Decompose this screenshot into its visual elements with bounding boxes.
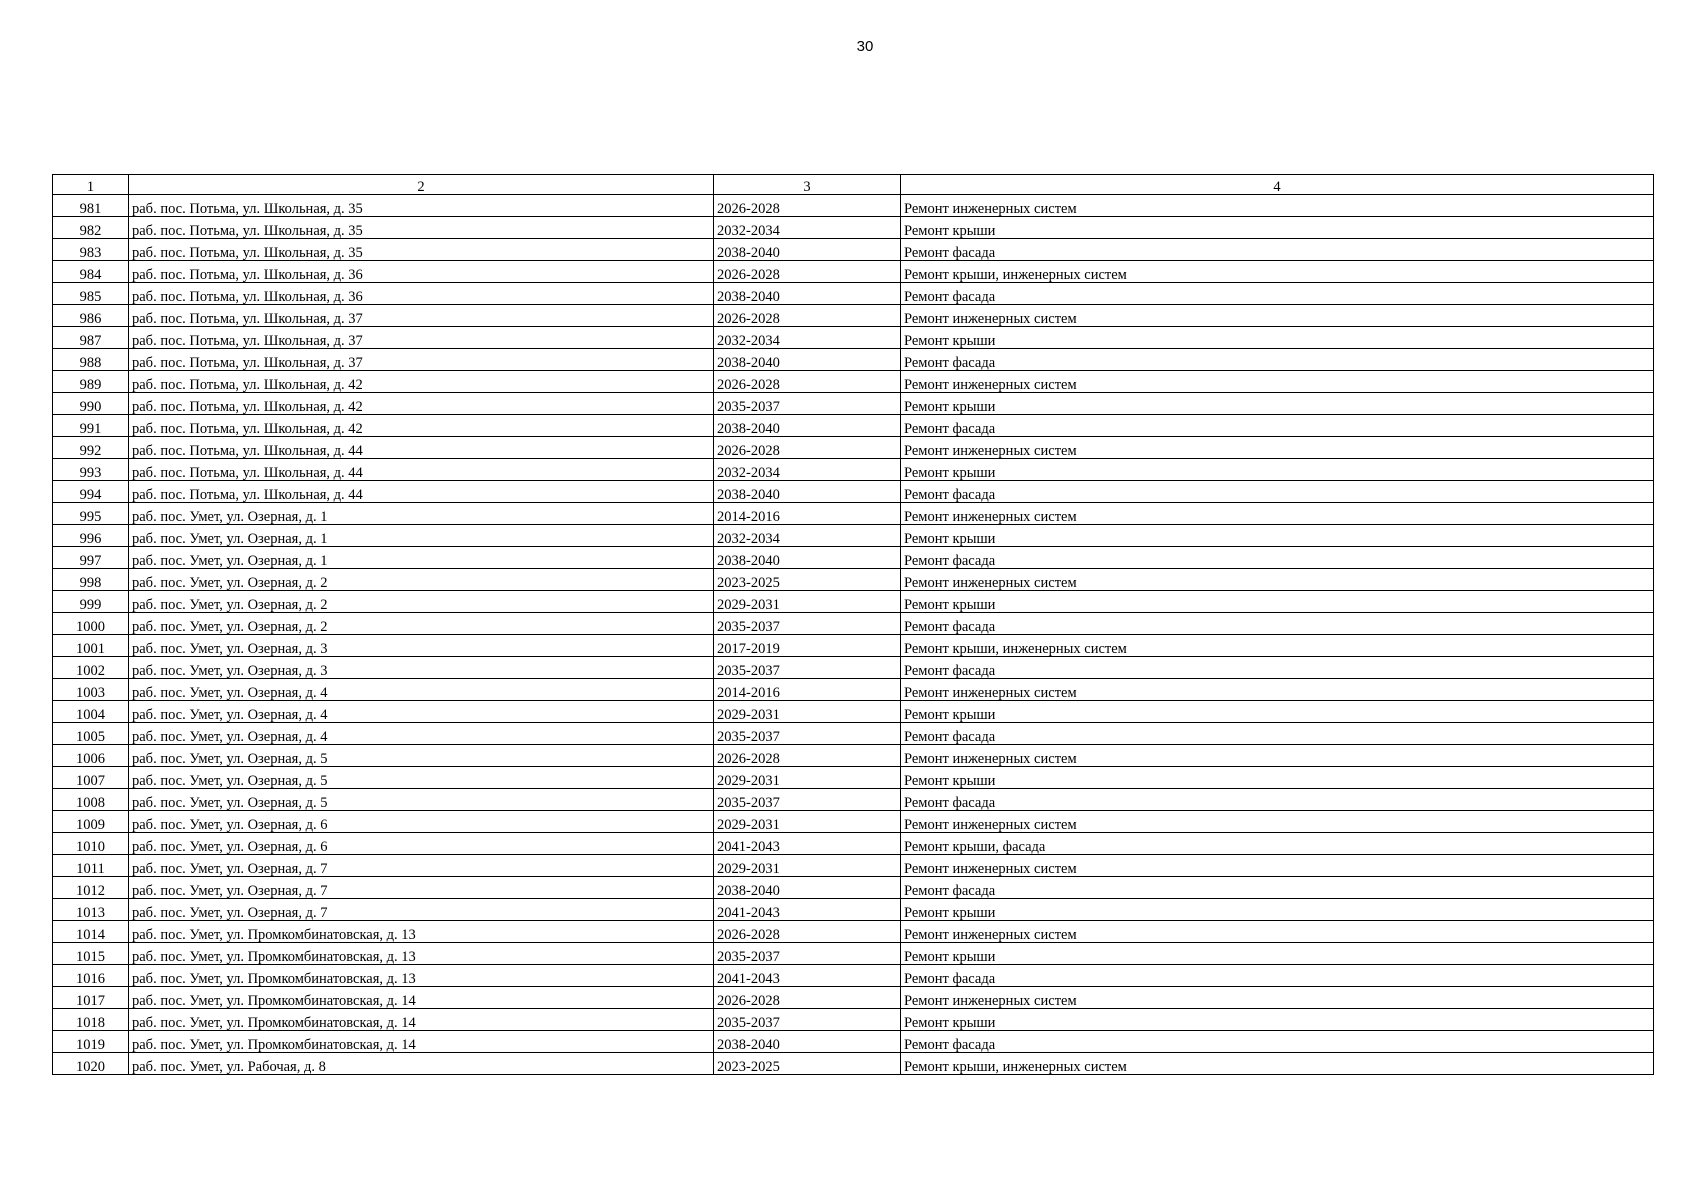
column-header-1: 1 bbox=[53, 175, 129, 195]
table-row bbox=[53, 195, 1654, 217]
period-cell: 2026-2028 bbox=[714, 437, 901, 459]
period-cell: 2038-2040 bbox=[714, 547, 901, 569]
address-cell: раб. пос. Умет, ул. Озерная, д. 5 bbox=[129, 745, 714, 767]
period-cell: 2041-2043 bbox=[714, 833, 901, 855]
period-cell: 2035-2037 bbox=[714, 613, 901, 635]
table-row bbox=[53, 987, 1654, 1009]
work-type-cell: Ремонт инженерных систем bbox=[901, 305, 1654, 327]
period-cell: 2035-2037 bbox=[714, 393, 901, 415]
row-number-cell: 1002 bbox=[53, 657, 129, 679]
period-cell: 2029-2031 bbox=[714, 701, 901, 723]
table-row bbox=[53, 283, 1654, 305]
row-number-cell: 983 bbox=[53, 239, 129, 261]
period-cell: 2032-2034 bbox=[714, 327, 901, 349]
work-type-cell: Ремонт инженерных систем bbox=[901, 921, 1654, 943]
work-type-cell: Ремонт крыши bbox=[901, 1009, 1654, 1031]
period-cell: 2041-2043 bbox=[714, 899, 901, 921]
period-cell: 2026-2028 bbox=[714, 195, 901, 217]
period-cell: 2032-2034 bbox=[714, 525, 901, 547]
row-number-cell: 1001 bbox=[53, 635, 129, 657]
row-number-cell: 1012 bbox=[53, 877, 129, 899]
table-row bbox=[53, 723, 1654, 745]
table-row bbox=[53, 437, 1654, 459]
row-number-cell: 982 bbox=[53, 217, 129, 239]
period-cell: 2035-2037 bbox=[714, 789, 901, 811]
row-number-cell: 1004 bbox=[53, 701, 129, 723]
row-number-cell: 1009 bbox=[53, 811, 129, 833]
row-number-cell: 1013 bbox=[53, 899, 129, 921]
row-number-cell: 1018 bbox=[53, 1009, 129, 1031]
row-number-cell: 994 bbox=[53, 481, 129, 503]
work-type-cell: Ремонт фасада bbox=[901, 481, 1654, 503]
period-cell: 2029-2031 bbox=[714, 767, 901, 789]
address-cell: раб. пос. Умет, ул. Промкомбинатовская, д. 13 bbox=[129, 943, 714, 965]
row-number-cell: 1016 bbox=[53, 965, 129, 987]
row-number-cell: 985 bbox=[53, 283, 129, 305]
work-type-cell: Ремонт фасада bbox=[901, 239, 1654, 261]
address-cell: раб. пос. Умет, ул. Озерная, д. 5 bbox=[129, 789, 714, 811]
row-number-cell: 990 bbox=[53, 393, 129, 415]
page-number: 30 bbox=[856, 38, 874, 55]
table-row bbox=[53, 371, 1654, 393]
work-type-cell: Ремонт фасада bbox=[901, 789, 1654, 811]
table-row bbox=[53, 855, 1654, 877]
work-type-cell: Ремонт фасада bbox=[901, 723, 1654, 745]
row-number-cell: 986 bbox=[53, 305, 129, 327]
address-cell: раб. пос. Умет, ул. Озерная, д. 5 bbox=[129, 767, 714, 789]
row-number-cell: 1003 bbox=[53, 679, 129, 701]
table-row bbox=[53, 525, 1654, 547]
address-cell: раб. пос. Умет, ул. Озерная, д. 2 bbox=[129, 569, 714, 591]
address-cell: раб. пос. Потьма, ул. Школьная, д. 37 bbox=[129, 349, 714, 371]
table-row bbox=[53, 1053, 1654, 1075]
table-row bbox=[53, 459, 1654, 481]
row-number-cell: 995 bbox=[53, 503, 129, 525]
work-type-cell: Ремонт инженерных систем bbox=[901, 745, 1654, 767]
work-type-cell: Ремонт крыши bbox=[901, 217, 1654, 239]
work-type-cell: Ремонт инженерных систем bbox=[901, 503, 1654, 525]
address-cell: раб. пос. Умет, ул. Озерная, д. 6 bbox=[129, 811, 714, 833]
work-type-cell: Ремонт крыши bbox=[901, 943, 1654, 965]
work-type-cell: Ремонт крыши bbox=[901, 327, 1654, 349]
work-type-cell: Ремонт инженерных систем bbox=[901, 371, 1654, 393]
work-type-cell: Ремонт фасада bbox=[901, 657, 1654, 679]
table-row bbox=[53, 811, 1654, 833]
repair-schedule-table bbox=[52, 174, 1654, 1075]
row-number-cell: 1019 bbox=[53, 1031, 129, 1053]
table-row bbox=[53, 591, 1654, 613]
address-cell: раб. пос. Умет, ул. Промкомбинатовская, д. 14 bbox=[129, 987, 714, 1009]
address-cell: раб. пос. Потьма, ул. Школьная, д. 42 bbox=[129, 415, 714, 437]
address-cell: раб. пос. Потьма, ул. Школьная, д. 44 bbox=[129, 459, 714, 481]
row-number-cell: 993 bbox=[53, 459, 129, 481]
work-type-cell: Ремонт фасада bbox=[901, 349, 1654, 371]
work-type-cell: Ремонт крыши bbox=[901, 459, 1654, 481]
table-row bbox=[53, 305, 1654, 327]
work-type-cell: Ремонт крыши, инженерных систем bbox=[901, 261, 1654, 283]
row-number-cell: 1014 bbox=[53, 921, 129, 943]
address-cell: раб. пос. Потьма, ул. Школьная, д. 36 bbox=[129, 283, 714, 305]
row-number-cell: 992 bbox=[53, 437, 129, 459]
period-cell: 2038-2040 bbox=[714, 415, 901, 437]
row-number-cell: 1015 bbox=[53, 943, 129, 965]
table-row bbox=[53, 569, 1654, 591]
table-row bbox=[53, 1009, 1654, 1031]
work-type-cell: Ремонт фасада bbox=[901, 613, 1654, 635]
address-cell: раб. пос. Потьма, ул. Школьная, д. 35 bbox=[129, 217, 714, 239]
period-cell: 2038-2040 bbox=[714, 283, 901, 305]
period-cell: 2026-2028 bbox=[714, 261, 901, 283]
table-row bbox=[53, 217, 1654, 239]
period-cell: 2026-2028 bbox=[714, 745, 901, 767]
row-number-cell: 1011 bbox=[53, 855, 129, 877]
address-cell: раб. пос. Умет, ул. Озерная, д. 1 bbox=[129, 525, 714, 547]
address-cell: раб. пос. Умет, ул. Рабочая, д. 8 bbox=[129, 1053, 714, 1075]
address-cell: раб. пос. Потьма, ул. Школьная, д. 37 bbox=[129, 305, 714, 327]
period-cell: 2017-2019 bbox=[714, 635, 901, 657]
period-cell: 2014-2016 bbox=[714, 503, 901, 525]
work-type-cell: Ремонт инженерных систем bbox=[901, 811, 1654, 833]
table-row bbox=[53, 547, 1654, 569]
row-number-cell: 1006 bbox=[53, 745, 129, 767]
work-type-cell: Ремонт инженерных систем bbox=[901, 569, 1654, 591]
row-number-cell: 998 bbox=[53, 569, 129, 591]
table-row bbox=[53, 965, 1654, 987]
work-type-cell: Ремонт крыши bbox=[901, 701, 1654, 723]
address-cell: раб. пос. Потьма, ул. Школьная, д. 37 bbox=[129, 327, 714, 349]
work-type-cell: Ремонт крыши, инженерных систем bbox=[901, 1053, 1654, 1075]
work-type-cell: Ремонт фасада bbox=[901, 415, 1654, 437]
row-number-cell: 981 bbox=[53, 195, 129, 217]
address-cell: раб. пос. Умет, ул. Озерная, д. 2 bbox=[129, 591, 714, 613]
address-cell: раб. пос. Умет, ул. Озерная, д. 3 bbox=[129, 635, 714, 657]
address-cell: раб. пос. Умет, ул. Промкомбинатовская, д. 14 bbox=[129, 1009, 714, 1031]
row-number-cell: 1000 bbox=[53, 613, 129, 635]
address-cell: раб. пос. Умет, ул. Озерная, д. 4 bbox=[129, 679, 714, 701]
work-type-cell: Ремонт фасада bbox=[901, 877, 1654, 899]
table-row bbox=[53, 921, 1654, 943]
period-cell: 2032-2034 bbox=[714, 459, 901, 481]
period-cell: 2026-2028 bbox=[714, 371, 901, 393]
table-header-row bbox=[53, 175, 1654, 195]
address-cell: раб. пос. Умет, ул. Озерная, д. 7 bbox=[129, 877, 714, 899]
row-number-cell: 984 bbox=[53, 261, 129, 283]
period-cell: 2026-2028 bbox=[714, 921, 901, 943]
row-number-cell: 1007 bbox=[53, 767, 129, 789]
work-type-cell: Ремонт инженерных систем bbox=[901, 855, 1654, 877]
work-type-cell: Ремонт фасада bbox=[901, 1031, 1654, 1053]
address-cell: раб. пос. Потьма, ул. Школьная, д. 36 bbox=[129, 261, 714, 283]
row-number-cell: 1005 bbox=[53, 723, 129, 745]
work-type-cell: Ремонт инженерных систем bbox=[901, 195, 1654, 217]
period-cell: 2035-2037 bbox=[714, 657, 901, 679]
work-type-cell: Ремонт крыши, инженерных систем bbox=[901, 635, 1654, 657]
table-row bbox=[53, 503, 1654, 525]
table-row bbox=[53, 877, 1654, 899]
period-cell: 2029-2031 bbox=[714, 591, 901, 613]
period-cell: 2029-2031 bbox=[714, 811, 901, 833]
table-row bbox=[53, 1031, 1654, 1053]
address-cell: раб. пос. Потьма, ул. Школьная, д. 42 bbox=[129, 371, 714, 393]
row-number-cell: 988 bbox=[53, 349, 129, 371]
table-row bbox=[53, 349, 1654, 371]
row-number-cell: 999 bbox=[53, 591, 129, 613]
row-number-cell: 991 bbox=[53, 415, 129, 437]
table-row bbox=[53, 393, 1654, 415]
table-row bbox=[53, 657, 1654, 679]
address-cell: раб. пос. Умет, ул. Озерная, д. 7 bbox=[129, 855, 714, 877]
work-type-cell: Ремонт крыши bbox=[901, 899, 1654, 921]
row-number-cell: 987 bbox=[53, 327, 129, 349]
row-number-cell: 1020 bbox=[53, 1053, 129, 1075]
table-row bbox=[53, 899, 1654, 921]
table-row bbox=[53, 635, 1654, 657]
period-cell: 2035-2037 bbox=[714, 943, 901, 965]
period-cell: 2041-2043 bbox=[714, 965, 901, 987]
column-header-3: 3 bbox=[714, 175, 901, 195]
work-type-cell: Ремонт фасада bbox=[901, 283, 1654, 305]
table-row bbox=[53, 701, 1654, 723]
work-type-cell: Ремонт крыши, фасада bbox=[901, 833, 1654, 855]
address-cell: раб. пос. Умет, ул. Озерная, д. 1 bbox=[129, 547, 714, 569]
table-row bbox=[53, 833, 1654, 855]
row-number-cell: 1008 bbox=[53, 789, 129, 811]
row-number-cell: 989 bbox=[53, 371, 129, 393]
address-cell: раб. пос. Потьма, ул. Школьная, д. 42 bbox=[129, 393, 714, 415]
table-row bbox=[53, 679, 1654, 701]
address-cell: раб. пос. Умет, ул. Промкомбинатовская, д. 14 bbox=[129, 1031, 714, 1053]
work-type-cell: Ремонт крыши bbox=[901, 591, 1654, 613]
period-cell: 2026-2028 bbox=[714, 305, 901, 327]
address-cell: раб. пос. Умет, ул. Озерная, д. 6 bbox=[129, 833, 714, 855]
row-number-cell: 1017 bbox=[53, 987, 129, 1009]
work-type-cell: Ремонт фасада bbox=[901, 547, 1654, 569]
work-type-cell: Ремонт крыши bbox=[901, 525, 1654, 547]
period-cell: 2023-2025 bbox=[714, 569, 901, 591]
address-cell: раб. пос. Умет, ул. Озерная, д. 4 bbox=[129, 701, 714, 723]
row-number-cell: 997 bbox=[53, 547, 129, 569]
table-row bbox=[53, 789, 1654, 811]
period-cell: 2035-2037 bbox=[714, 1009, 901, 1031]
column-header-4: 4 bbox=[901, 175, 1654, 195]
address-cell: раб. пос. Умет, ул. Озерная, д. 7 bbox=[129, 899, 714, 921]
row-number-cell: 1010 bbox=[53, 833, 129, 855]
period-cell: 2038-2040 bbox=[714, 239, 901, 261]
address-cell: раб. пос. Умет, ул. Озерная, д. 1 bbox=[129, 503, 714, 525]
address-cell: раб. пос. Потьма, ул. Школьная, д. 44 bbox=[129, 437, 714, 459]
work-type-cell: Ремонт инженерных систем bbox=[901, 437, 1654, 459]
address-cell: раб. пос. Умет, ул. Озерная, д. 3 bbox=[129, 657, 714, 679]
table-row bbox=[53, 767, 1654, 789]
period-cell: 2032-2034 bbox=[714, 217, 901, 239]
period-cell: 2026-2028 bbox=[714, 987, 901, 1009]
work-type-cell: Ремонт крыши bbox=[901, 767, 1654, 789]
address-cell: раб. пос. Потьма, ул. Школьная, д. 35 bbox=[129, 195, 714, 217]
period-cell: 2038-2040 bbox=[714, 349, 901, 371]
address-cell: раб. пос. Умет, ул. Озерная, д. 2 bbox=[129, 613, 714, 635]
table-row bbox=[53, 613, 1654, 635]
work-type-cell: Ремонт инженерных систем bbox=[901, 987, 1654, 1009]
table-row bbox=[53, 943, 1654, 965]
address-cell: раб. пос. Потьма, ул. Школьная, д. 44 bbox=[129, 481, 714, 503]
table-row bbox=[53, 415, 1654, 437]
address-cell: раб. пос. Умет, ул. Промкомбинатовская, д. 13 bbox=[129, 921, 714, 943]
address-cell: раб. пос. Потьма, ул. Школьная, д. 35 bbox=[129, 239, 714, 261]
table-row bbox=[53, 261, 1654, 283]
period-cell: 2038-2040 bbox=[714, 481, 901, 503]
work-type-cell: Ремонт инженерных систем bbox=[901, 679, 1654, 701]
table-row bbox=[53, 327, 1654, 349]
table-row bbox=[53, 745, 1654, 767]
table-row bbox=[53, 239, 1654, 261]
work-type-cell: Ремонт крыши bbox=[901, 393, 1654, 415]
table-row bbox=[53, 481, 1654, 503]
period-cell: 2023-2025 bbox=[714, 1053, 901, 1075]
period-cell: 2038-2040 bbox=[714, 877, 901, 899]
period-cell: 2014-2016 bbox=[714, 679, 901, 701]
row-number-cell: 996 bbox=[53, 525, 129, 547]
period-cell: 2035-2037 bbox=[714, 723, 901, 745]
work-type-cell: Ремонт фасада bbox=[901, 965, 1654, 987]
address-cell: раб. пос. Умет, ул. Озерная, д. 4 bbox=[129, 723, 714, 745]
column-header-2: 2 bbox=[129, 175, 714, 195]
address-cell: раб. пос. Умет, ул. Промкомбинатовская, д. 13 bbox=[129, 965, 714, 987]
table-body bbox=[53, 195, 1654, 1075]
period-cell: 2029-2031 bbox=[714, 855, 901, 877]
period-cell: 2038-2040 bbox=[714, 1031, 901, 1053]
